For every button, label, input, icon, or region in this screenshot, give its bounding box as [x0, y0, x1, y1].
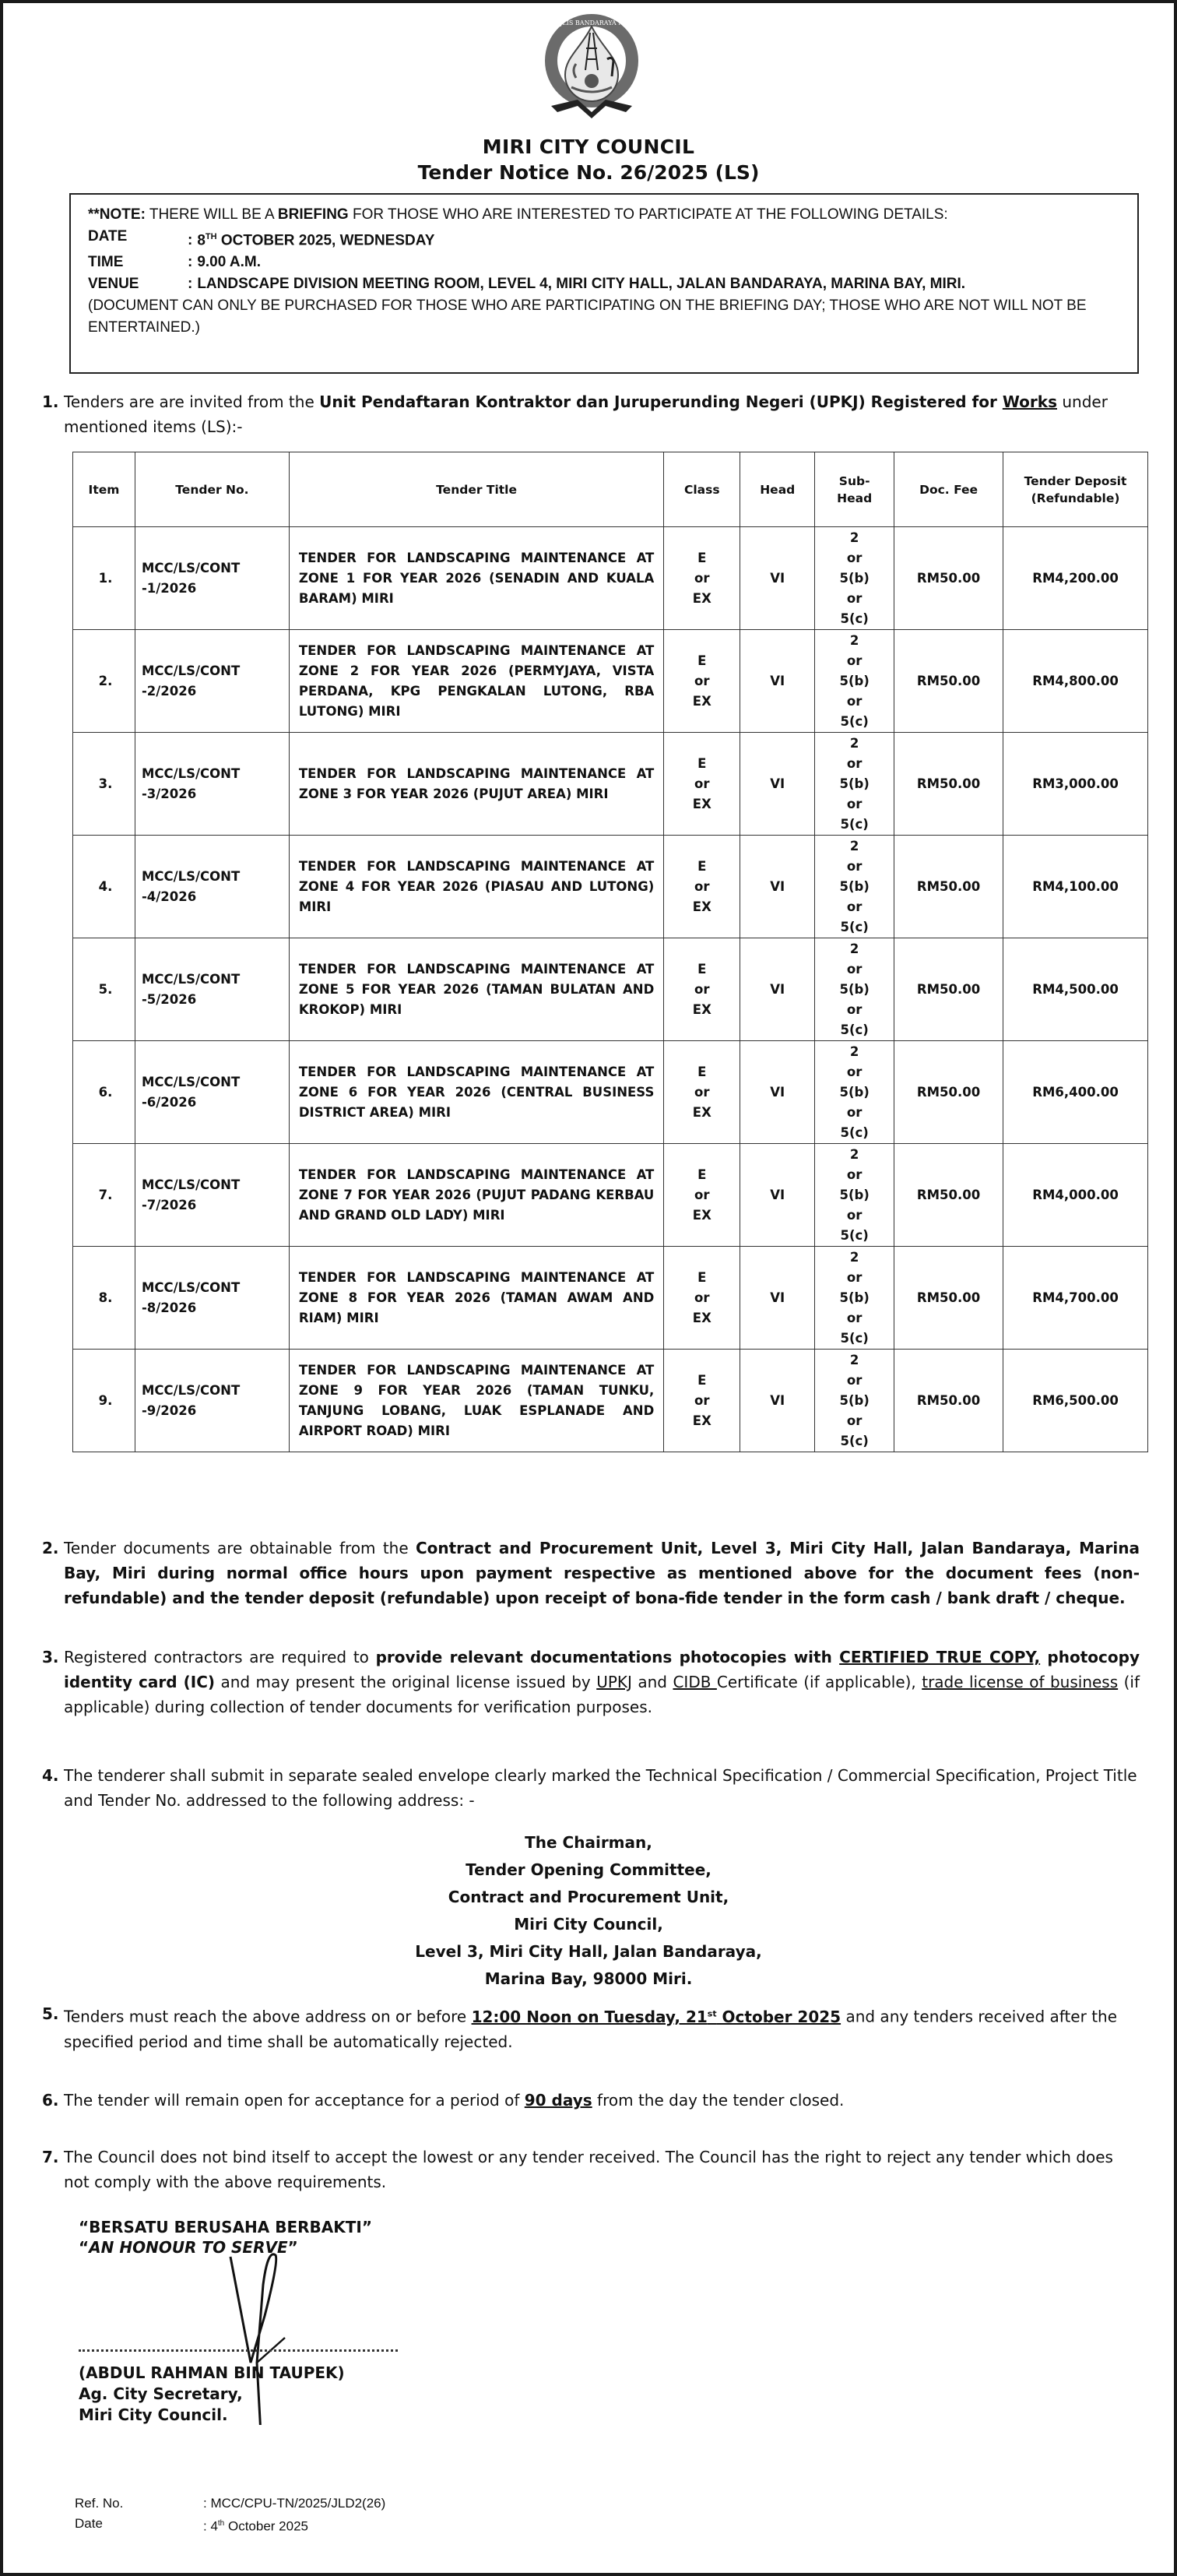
- sub-head-cell: 2 or 5(b) or 5(c): [815, 733, 894, 836]
- submission-address: The Chairman, Tender Opening Committee, Contract and Procurement Unit, Miri City Council, Level 3, Miri City Hall, Jalan Bandaraya, Marina Bay, 98000 Miri.: [415, 1833, 762, 1988]
- doc-fee-cell: RM50.00: [894, 630, 1003, 733]
- item-cell: 8.: [73, 1247, 135, 1350]
- table-row: [73, 527, 1148, 630]
- tender-title-cell: TENDER FOR LANDSCAPING MAINTENANCE AT ZONE 7 FOR YEAR 2026 (PUJUT PADANG KERBAU AND GRAND OLD LADY) MIRI: [289, 1144, 663, 1247]
- class-cell: E or EX: [664, 733, 740, 836]
- table-row: [73, 630, 1148, 733]
- table-row: [73, 1041, 1148, 1144]
- clause-1: 1. Tenders are are invited from the Unit Pendaftaran Kontraktor dan Juruperunding Negeri (UPKJ) Registered for Works under mentioned items (LS):-: [42, 392, 1108, 436]
- item-cell: 1.: [73, 527, 135, 630]
- doc-fee-cell: RM50.00: [894, 938, 1003, 1041]
- col-tender-title: Tender Title: [289, 452, 663, 527]
- briefing-date-row: DATE : 8TH OCTOBER 2025, WEDNESDAY: [88, 228, 435, 249]
- sub-head-cell: 2 or 5(b) or 5(c): [815, 1350, 894, 1452]
- sub-head-cell: 2 or 5(b) or 5(c): [815, 527, 894, 630]
- head-cell: VI: [740, 1247, 815, 1350]
- briefing-time-row: TIME : 9.00 A.M.: [88, 254, 261, 271]
- table-row: [73, 1144, 1148, 1247]
- sub-head-cell: 2 or 5(b) or 5(c): [815, 938, 894, 1041]
- tender-deposit-cell: RM4,800.00: [1003, 630, 1148, 733]
- tender-no-cell: MCC/LS/CONT -2/2026: [135, 630, 289, 733]
- tender-title-cell: TENDER FOR LANDSCAPING MAINTENANCE AT ZONE 4 FOR YEAR 2026 (PIASAU AND LUTONG) MIRI: [289, 836, 663, 938]
- clause-7: 7. The Council does not bind itself to accept the lowest or any tender received. The Council has the right to reject any tender which does not comply with the above requirements.: [42, 2148, 1113, 2191]
- item-cell: 5.: [73, 938, 135, 1041]
- doc-fee-cell: RM50.00: [894, 1144, 1003, 1247]
- head-cell: VI: [740, 836, 815, 938]
- item-cell: 6.: [73, 1041, 135, 1144]
- sub-head-cell: 2 or 5(b) or 5(c): [815, 1247, 894, 1350]
- class-cell: E or EX: [664, 938, 740, 1041]
- table-header-row: [73, 452, 1148, 527]
- head-cell: VI: [740, 733, 815, 836]
- class-cell: E or EX: [664, 836, 740, 938]
- doc-fee-cell: RM50.00: [894, 836, 1003, 938]
- doc-fee-cell: RM50.00: [894, 1350, 1003, 1452]
- class-cell: E or EX: [664, 630, 740, 733]
- sub-head-cell: 2 or 5(b) or 5(c): [815, 1144, 894, 1247]
- tender-deposit-cell: RM4,200.00: [1003, 527, 1148, 630]
- reference-date: : 4th October 2025: [203, 2518, 308, 2534]
- signatory-block: [79, 2363, 345, 2426]
- tender-title-cell: TENDER FOR LANDSCAPING MAINTENANCE AT ZONE 1 FOR YEAR 2026 (SENADIN AND KUALA BARAM) MIRI: [289, 527, 663, 630]
- tender-items-table: [72, 452, 1148, 1452]
- table-row: [73, 1350, 1148, 1452]
- col-head: Head: [740, 452, 815, 527]
- class-cell: E or EX: [664, 1144, 740, 1247]
- organization-name: MIRI CITY COUNCIL: [482, 135, 695, 158]
- doc-fee-cell: RM50.00: [894, 1247, 1003, 1350]
- head-cell: VI: [740, 1144, 815, 1247]
- col-tender-deposit: Tender Deposit (Refundable): [1003, 452, 1148, 527]
- doc-fee-cell: RM50.00: [894, 527, 1003, 630]
- clause-5: 5. Tenders must reach the above address on or before 12:00 Noon on Tuesday, 21st October 2025 and any tenders received after the specified period and time shall be automatically rejected.: [42, 2004, 1118, 2051]
- briefing-footnote: (DOCUMENT CAN ONLY BE PURCHASED FOR THOSE WHO ARE PARTICIPATING ON THE BRIEFING DAY; THOSE WHO ARE NOT WILL NOT BE ENTERTAINED.): [88, 297, 1087, 336]
- miri-city-council-crest-icon: [534, 9, 649, 128]
- clause-4: 4. The tenderer shall submit in separate sealed envelope clearly marked the Technical Specification / Commercial Specification, Project Title and Tender No. addressed to the following address: -: [42, 1766, 1137, 1810]
- doc-fee-cell: RM50.00: [894, 1041, 1003, 1144]
- class-cell: E or EX: [664, 1041, 740, 1144]
- tender-title-cell: TENDER FOR LANDSCAPING MAINTENANCE AT ZONE 6 FOR YEAR 2026 (CENTRAL BUSINESS DISTRICT AREA) MIRI: [289, 1041, 663, 1144]
- notice-title: Tender Notice No. 26/2025 (LS): [417, 161, 760, 184]
- tender-title-cell: TENDER FOR LANDSCAPING MAINTENANCE AT ZONE 2 FOR YEAR 2026 (PERMYJAYA, VISTA PERDANA, KPG PENGKALAN LUTONG, RBA LUTONG) MIRI: [289, 630, 663, 733]
- briefing-venue-row: VENUE : LANDSCAPE DIVISION MEETING ROOM, LEVEL 4, MIRI CITY HALL, JALAN BANDARAYA, MARINA BAY, MIRI.: [88, 276, 966, 293]
- tender-no-cell: MCC/LS/CONT -1/2026: [135, 527, 289, 630]
- signer-name: (ABDUL RAHMAN BIN TAUPEK): [79, 2363, 345, 2382]
- tender-title-cell: TENDER FOR LANDSCAPING MAINTENANCE AT ZONE 3 FOR YEAR 2026 (PUJUT AREA) MIRI: [289, 733, 663, 836]
- tender-title-cell: TENDER FOR LANDSCAPING MAINTENANCE AT ZONE 8 FOR YEAR 2026 (TAMAN AWAM AND RIAM) MIRI: [289, 1247, 663, 1350]
- col-class: Class: [664, 452, 740, 527]
- tender-deposit-cell: RM4,100.00: [1003, 836, 1148, 938]
- table-row: [73, 836, 1148, 938]
- item-cell: 7.: [73, 1144, 135, 1247]
- svg-text:MAJLIS BANDARAYA MIRI: MAJLIS BANDARAYA MIRI: [549, 19, 634, 26]
- head-cell: VI: [740, 630, 815, 733]
- clause-3: 3. Registered contractors are required to provide relevant documentations photocopies with CERTIFIED TRUE COPY, photocopy identity card (IC) and may present the original license issued by UPKJ and CIDB Certificate (if applicable), trade license of business (if applicable) during collection of tender documents for verification purposes.: [42, 1648, 1140, 1716]
- col-tender-no: Tender No.: [135, 452, 289, 527]
- item-cell: 4.: [73, 836, 135, 938]
- tender-title-cell: TENDER FOR LANDSCAPING MAINTENANCE AT ZONE 5 FOR YEAR 2026 (TAMAN BULATAN AND KROKOP) MIRI: [289, 938, 663, 1041]
- reference-number: : MCC/CPU-TN/2025/JLD2(26): [203, 2496, 386, 2511]
- item-cell: 9.: [73, 1350, 135, 1452]
- class-cell: E or EX: [664, 1350, 740, 1452]
- briefing-note-box: [69, 193, 1139, 374]
- head-cell: VI: [740, 938, 815, 1041]
- sub-head-cell: 2 or 5(b) or 5(c): [815, 1041, 894, 1144]
- briefing-note-intro: **NOTE: THERE WILL BE A BRIEFING FOR THOSE WHO ARE INTERESTED TO PARTICIPATE AT THE FOLLOWING DETAILS:: [88, 206, 948, 223]
- table-row: [73, 938, 1148, 1041]
- sub-head-cell: 2 or 5(b) or 5(c): [815, 630, 894, 733]
- head-cell: VI: [740, 527, 815, 630]
- doc-fee-cell: RM50.00: [894, 733, 1003, 836]
- head-cell: VI: [740, 1350, 815, 1452]
- tender-no-cell: MCC/LS/CONT -9/2026: [135, 1350, 289, 1452]
- tender-title-cell: TENDER FOR LANDSCAPING MAINTENANCE AT ZONE 9 FOR YEAR 2026 (TAMAN TUNKU, TANJUNG LOBANG, LUAK ESPLANADE AND AIRPORT ROAD) MIRI: [289, 1350, 663, 1452]
- tender-deposit-cell: RM6,400.00: [1003, 1041, 1148, 1144]
- tender-no-cell: MCC/LS/CONT -8/2026: [135, 1247, 289, 1350]
- table-row: [73, 733, 1148, 836]
- tender-deposit-cell: RM4,500.00: [1003, 938, 1148, 1041]
- table-row: [73, 1247, 1148, 1350]
- tender-no-cell: MCC/LS/CONT -7/2026: [135, 1144, 289, 1247]
- signer-title: Ag. City Secretary,: [79, 2384, 243, 2403]
- tender-deposit-cell: RM4,700.00: [1003, 1247, 1148, 1350]
- tender-no-cell: MCC/LS/CONT -6/2026: [135, 1041, 289, 1144]
- sub-head-cell: 2 or 5(b) or 5(c): [815, 836, 894, 938]
- signature-line: [79, 2342, 398, 2352]
- clause-6: 6. The tender will remain open for acceptance for a period of 90 days from the day the tender closed.: [42, 2091, 845, 2110]
- reference-block: Ref. No. : MCC/CPU-TN/2025/JLD2(26) Date : 4th October 2025: [75, 2493, 385, 2537]
- col-sub-head: Sub- Head: [815, 452, 894, 527]
- closing-deadline: 12:00 Noon on Tuesday, 21st October 2025: [471, 2007, 841, 2026]
- class-cell: E or EX: [664, 1247, 740, 1350]
- tender-deposit-cell: RM3,000.00: [1003, 733, 1148, 836]
- class-cell: E or EX: [664, 527, 740, 630]
- tender-notice-page: [3, 3, 1174, 2573]
- col-item: Item: [73, 452, 135, 527]
- col-doc-fee: Doc. Fee: [894, 452, 1003, 527]
- council-motto: “BERSATU BERUSAHA BERBAKTI” “AN HONOUR TO SERVE”: [79, 2218, 372, 2257]
- tender-no-cell: MCC/LS/CONT -4/2026: [135, 836, 289, 938]
- clause-2: 2. Tender documents are obtainable from the Contract and Procurement Unit, Level 3, Miri City Hall, Jalan Bandaraya, Marina Bay, Miri during normal office hours upon payment respective as mentioned above for the document fees (non-refundable) and the tender deposit (refundable) upon receipt of bona-fide tender in the form cash / bank draft / cheque.: [42, 1539, 1140, 1607]
- tender-no-cell: MCC/LS/CONT -3/2026: [135, 733, 289, 836]
- tender-no-cell: MCC/LS/CONT -5/2026: [135, 938, 289, 1041]
- signer-organization: Miri City Council.: [79, 2405, 228, 2424]
- tender-deposit-cell: RM6,500.00: [1003, 1350, 1148, 1452]
- tender-deposit-cell: RM4,000.00: [1003, 1144, 1148, 1247]
- item-cell: 3.: [73, 733, 135, 836]
- head-cell: VI: [740, 1041, 815, 1144]
- item-cell: 2.: [73, 630, 135, 733]
